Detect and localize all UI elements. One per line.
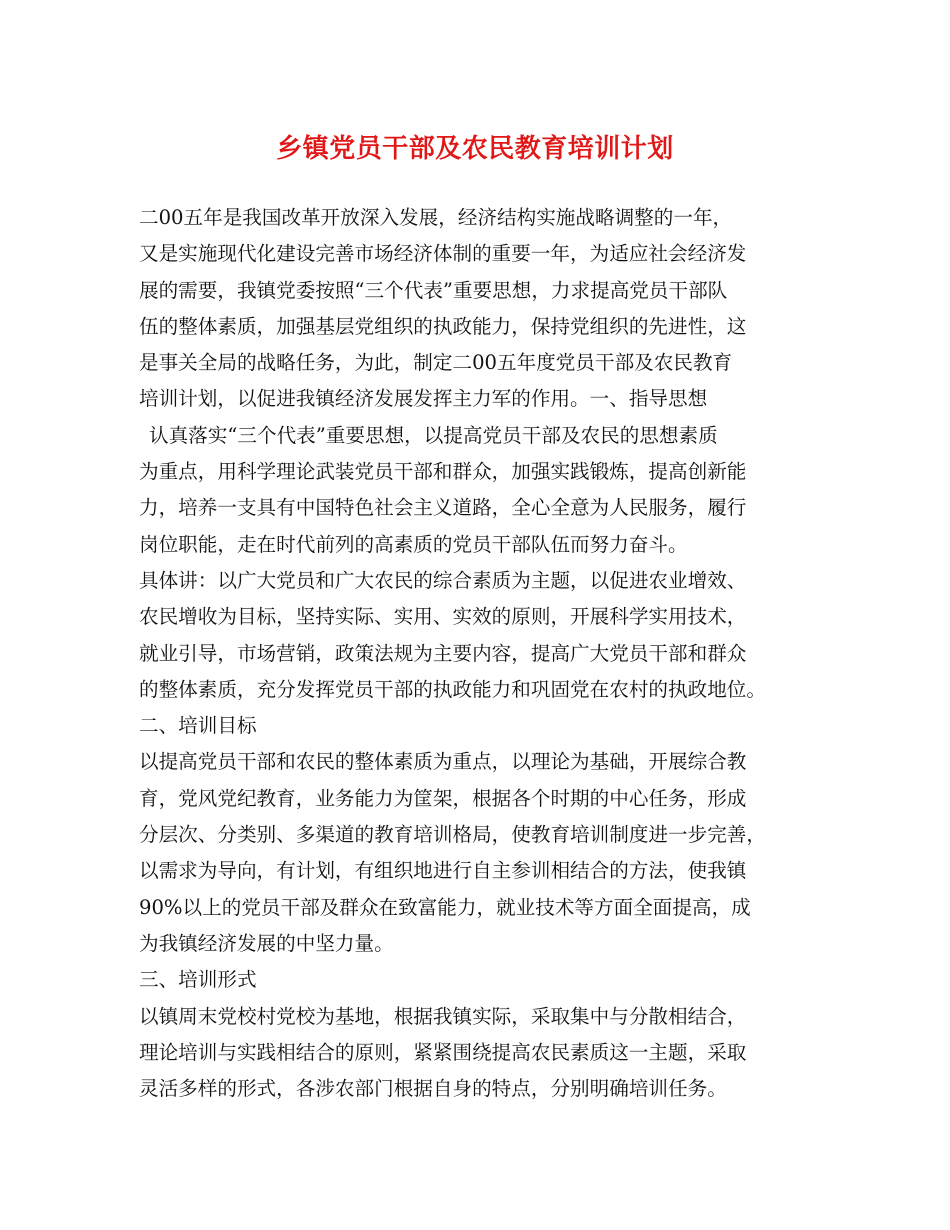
body-line: 具体讲：以广大党员和广大农民的综合素质为主题，以促进农业增效、: [139, 568, 747, 592]
body-line: 的整体素质，充分发挥党员干部的执政能力和巩固党在农村的执政地位。: [139, 677, 766, 701]
body-line: 分层次、分类别、多渠道的教育培训格局，使教育培训制度进一步完善，: [139, 823, 766, 847]
body-line: 又是实施现代化建设完善市场经济体制的重要一年，为适应社会经济发: [139, 242, 747, 266]
body-line: 是事关全局的战略任务，为此，制定二00五年度党员干部及农民教育: [139, 351, 733, 375]
body-line: 以提高党员干部和农民的整体素质为重点，以理论为基础，开展综合教: [139, 750, 747, 774]
body-line: 伍的整体素质，加强基层党组织的执政能力，保持党组织的先进性，这: [139, 314, 747, 338]
body-line: 展的需要，我镇党委按照“三个代表”重要思想，力求提高党员干部队: [139, 278, 728, 302]
body-line: 理论培训与实践相结合的原则，紧紧围绕提高农民素质这一主题，采取: [139, 1040, 747, 1064]
body-line: 以镇周末党校村党校为基地，根据我镇实际，采取集中与分散相结合，: [139, 1004, 747, 1028]
section-heading: 二、培训目标: [139, 714, 257, 738]
body-line: 育，党风党纪教育，业务能力为筐架，根据各个时期的中心任务，形成: [139, 786, 747, 810]
body-line: 二00五年是我国改革开放深入发展，经济结构实施战略调整的一年，: [139, 206, 733, 229]
body-line: 力，培养一支具有中国特色社会主义道路，全心全意为人民服务，履行: [139, 496, 747, 520]
body-line: 灵活多样的形式，各涉农部门根据自身的特点，分别明确培训任务。: [139, 1077, 727, 1101]
body-line: 为我镇经济发展的中坚力量。: [139, 931, 394, 955]
body-line: 培训计划，以促进我镇经济发展发挥主力军的作用。一、指导思想: [139, 387, 708, 411]
section-heading: 三、培训形式: [139, 968, 257, 992]
body-line: 农民增收为目标，坚持实际、实用、实效的原则，开展科学实用技术，: [139, 605, 747, 629]
body-line: 为重点，用科学理论武装党员干部和群众，加强实践锻炼，提高创新能: [139, 460, 747, 484]
body-line: 以需求为导向，有计划，有组织地进行自主参训相结合的方法，使我镇: [139, 859, 747, 883]
body-line: 90%以上的党员干部及群众在致富能力，就业技术等方面全面提高，成: [139, 895, 751, 919]
document-body: [139, 200, 829, 1107]
body-line: 就业引导，市场营销，政策法规为主要内容，提高广大党员干部和群众: [139, 641, 747, 665]
body-line: 岗位职能，走在时代前列的高素质的党员干部队伍而努力奋斗。: [139, 532, 688, 556]
document-title: 乡镇党员干部及农民教育培训计划: [276, 134, 674, 164]
body-line: 认真落实“三个代表”重要思想，以提高党员干部及农民的思想素质: [149, 423, 718, 447]
